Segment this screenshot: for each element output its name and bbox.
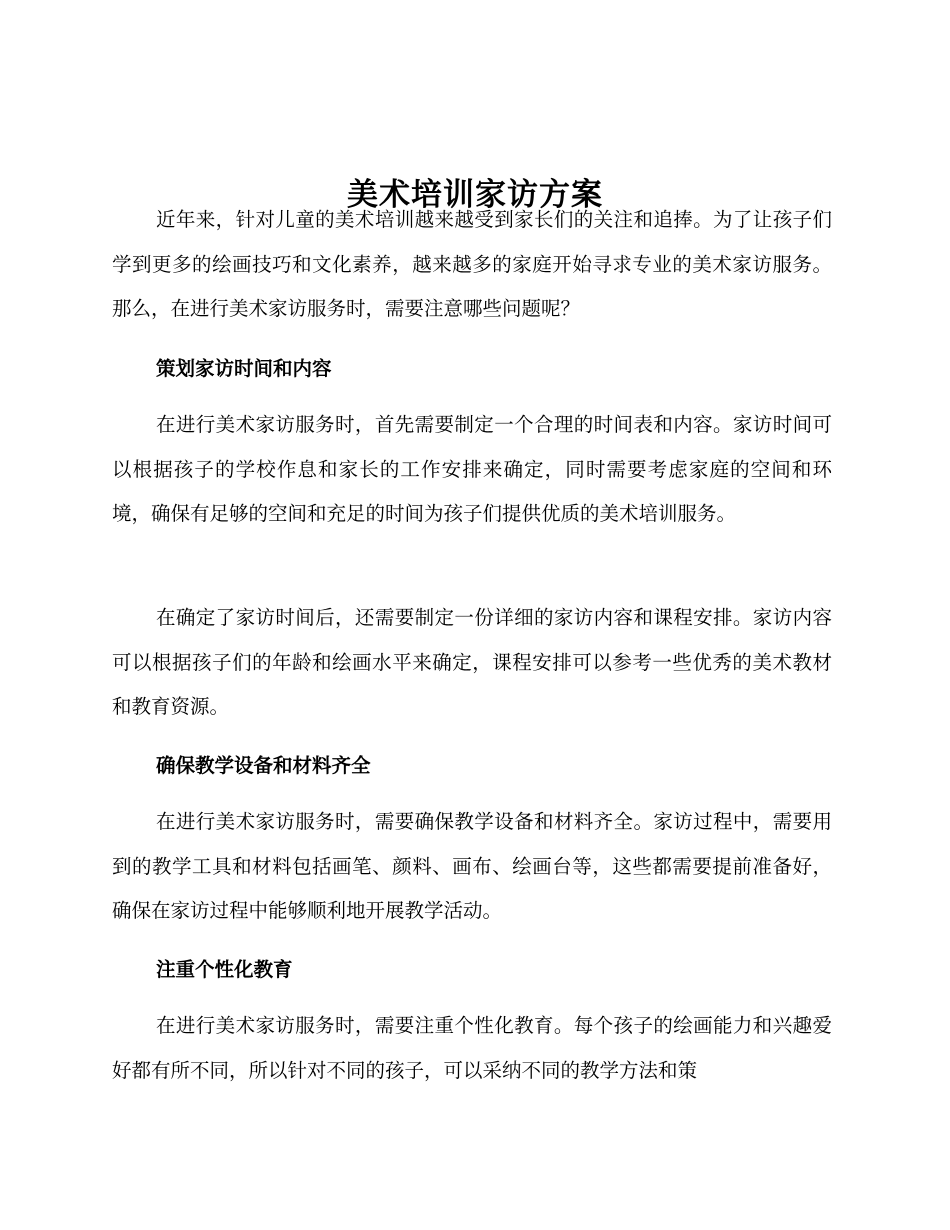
section-paragraph: 在确定了家访时间后，还需要制定一份详细的家访内容和课程安排。家访内容可以根据孩子们的年龄和绘画水平来确定，课程安排可以参考一些优秀的美术教材和教育资源。 bbox=[112, 606, 832, 718]
section-heading-equipment: 确保教学设备和材料齐全 bbox=[156, 754, 371, 777]
section-paragraph: 在进行美术家访服务时，需要确保教学设备和材料齐全。家访过程中，需要用到的教学工具和材料包括画笔、颜料、画布、绘画台等，这些都需要提前准备好，确保在家访过程中能够顺利地开展教学活动。 bbox=[112, 810, 832, 922]
section-paragraph: 在进行美术家访服务时，首先需要制定一个合理的时间表和内容。家访时间可以根据孩子的学校作息和家长的工作安排来确定，同时需要考虑家庭的空间和环境，确保有足够的空间和充足的时间为孩子们提供优质的美术培训服务。 bbox=[112, 413, 832, 525]
document-title: 美术培训家访方案 bbox=[347, 176, 603, 213]
intro-paragraph: 近年来，针对儿童的美术培训越来越受到家长们的关注和追捧。为了让孩子们学到更多的绘画技巧和文化素养，越来越多的家庭开始寻求专业的美术家访服务。那么，在进行美术家访服务时，需要注意哪些问题呢？ bbox=[112, 208, 832, 320]
section-paragraph: 在进行美术家访服务时，需要注重个性化教育。每个孩子的绘画能力和兴趣爱好都有所不同，所以针对不同的孩子，可以采纳不同的教学方法和策 bbox=[112, 1014, 832, 1082]
section-heading-personalized: 注重个性化教育 bbox=[156, 958, 293, 981]
section-heading-schedule: 策划家访时间和内容 bbox=[156, 357, 332, 380]
